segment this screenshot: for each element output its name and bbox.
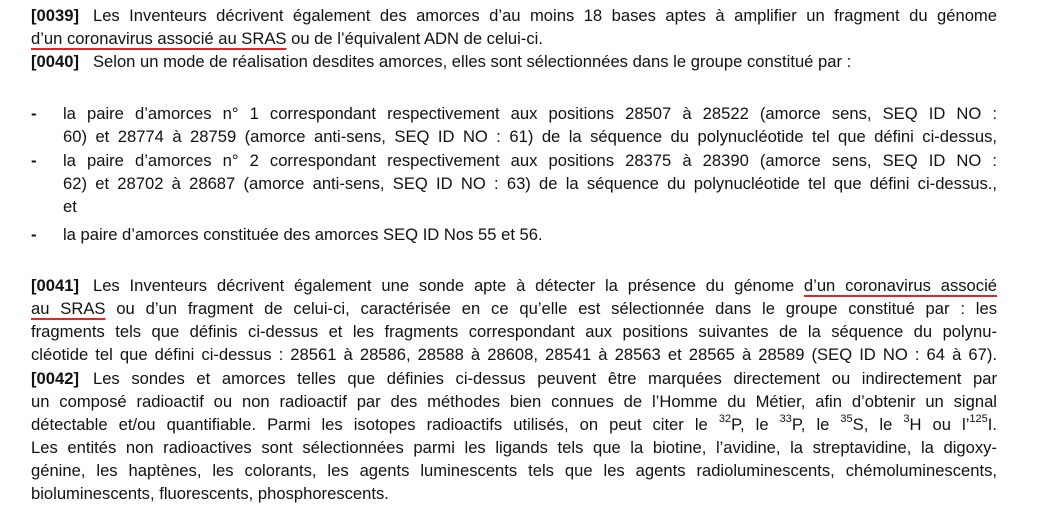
paragraph-0041-line-1 xyxy=(31,275,997,297)
isotope-symbol: P, le xyxy=(731,415,780,434)
paragraph-text: détectable et/ou quantifiable. Parmi les isotopes radioactifs utilisés, on peut citer le xyxy=(31,415,719,434)
paragraph-0042-line-6: bioluminescents, fluorescents, phosphorescents. xyxy=(31,484,389,503)
bullet-dash: - xyxy=(31,104,37,123)
paragraph-text: Les Inventeurs décrivent également des amorces d’au moins 18 bases aptes à amplifier un fragment du génome xyxy=(92,6,997,25)
bullet-dash: - xyxy=(31,225,37,244)
paragraph-ref-0042: [0042] xyxy=(31,369,79,388)
paragraph-0041-line-2 xyxy=(31,298,997,320)
paragraph-text: Selon un mode de réalisation desdites amorces, elles sont sélectionnées dans le groupe constitué par : xyxy=(92,52,852,71)
paragraph-ref-0039: [0039] xyxy=(31,6,79,25)
isotope-mass-32: 32 xyxy=(718,413,732,426)
isotope-mass-125: 125 xyxy=(969,413,988,426)
isotope-mass-35: 35 xyxy=(840,413,853,426)
isotope-symbol: S, le xyxy=(852,415,904,434)
bullet-1-line-1: la paire d’amorces n° 1 correspondant respectivement aux positions 28507 à 28522 (amorce sens, SEQ ID NO : xyxy=(63,104,997,123)
isotope-mass-33: 33 xyxy=(779,413,792,426)
paragraph-text: Les sondes et amorces telles que définies ci-dessus peuvent être marquées directement ou indirectement par xyxy=(92,369,997,388)
highlighted-phrase: d’un coronavirus associé xyxy=(803,276,997,295)
paragraph-text: Les Inventeurs décrivent également une sonde apte à détecter la présence du génome xyxy=(92,276,804,295)
bullet-2-line-1: la paire d’amorces n° 2 correspondant respectivement aux positions 28375 à 28390 (amorce sens, SEQ ID NO : xyxy=(63,151,997,170)
isotope-symbol: H ou l’ xyxy=(909,415,970,434)
paragraph-0042-line-2: un composé radioactif ou non radioactif par des méthodes bien connues de l’Homme du Métier, afin d’obtenir un signal xyxy=(31,392,997,411)
paragraph-0039-line-2 xyxy=(31,28,543,50)
isotope-symbol: I. xyxy=(987,415,997,434)
paragraph-text: ou de l’équivalent ADN de celui-ci. xyxy=(286,29,543,48)
highlighted-phrase: d’un coronavirus associé au SRAS xyxy=(31,29,287,48)
paragraph-ref-0041: [0041] xyxy=(31,276,79,295)
bullet-1-line-2: 60) et 28774 à 28759 (amorce anti-sens, SEQ ID NO : 61) de la séquence du polynucléotide tel que défini ci-dessus, xyxy=(63,127,997,146)
paragraph-0041-line-3: fragments tels que définis ci-dessus et les fragments correspondant aux positions suivantes de la séquence du polynu- xyxy=(31,322,997,341)
paragraph-0042-line-3 xyxy=(31,414,997,436)
paragraph-0042-line-1 xyxy=(31,368,997,390)
isotope-symbol: P, le xyxy=(791,415,841,434)
bullet-2-line-3: et xyxy=(63,197,77,216)
paragraph-text: ou d’un fragment de celui-ci, caractérisée en ce qu’elle est sélectionnée dans le groupe constitué par : les xyxy=(105,299,997,318)
paragraph-0040-line-1 xyxy=(31,51,851,73)
highlighted-phrase: au SRAS xyxy=(31,299,106,318)
paragraph-0039-line-1 xyxy=(31,5,997,27)
bullet-2-line-2: 62) et 28702 à 28687 (amorce anti-sens, SEQ ID NO : 63) de la séquence du polynucléotide tel que défini ci-dessus., xyxy=(63,174,997,193)
isotope-mass-3: 3 xyxy=(903,413,910,426)
paragraph-0042-line-4: Les entités non radioactives sont sélectionnées parmi les ligands tels que la biotine, l’avidine, la streptavidine, la digoxy- xyxy=(31,438,997,457)
paragraph-0042-line-5: génine, les haptènes, les colorants, les agents luminescents tels que les agents radioluminescents, chémoluminescents, xyxy=(31,461,997,480)
paragraph-0041-line-4: cléotide tel que défini ci-dessus : 28561 à 28586, 28588 à 28608, 28541 à 28563 et 28565 à 28589 (SEQ ID NO : 64 à 67). xyxy=(31,345,997,364)
bullet-3-line-1: la paire d’amorces constituée des amorces SEQ ID Nos 55 et 56. xyxy=(63,225,543,244)
bullet-dash: - xyxy=(31,151,37,170)
paragraph-ref-0040: [0040] xyxy=(31,52,79,71)
